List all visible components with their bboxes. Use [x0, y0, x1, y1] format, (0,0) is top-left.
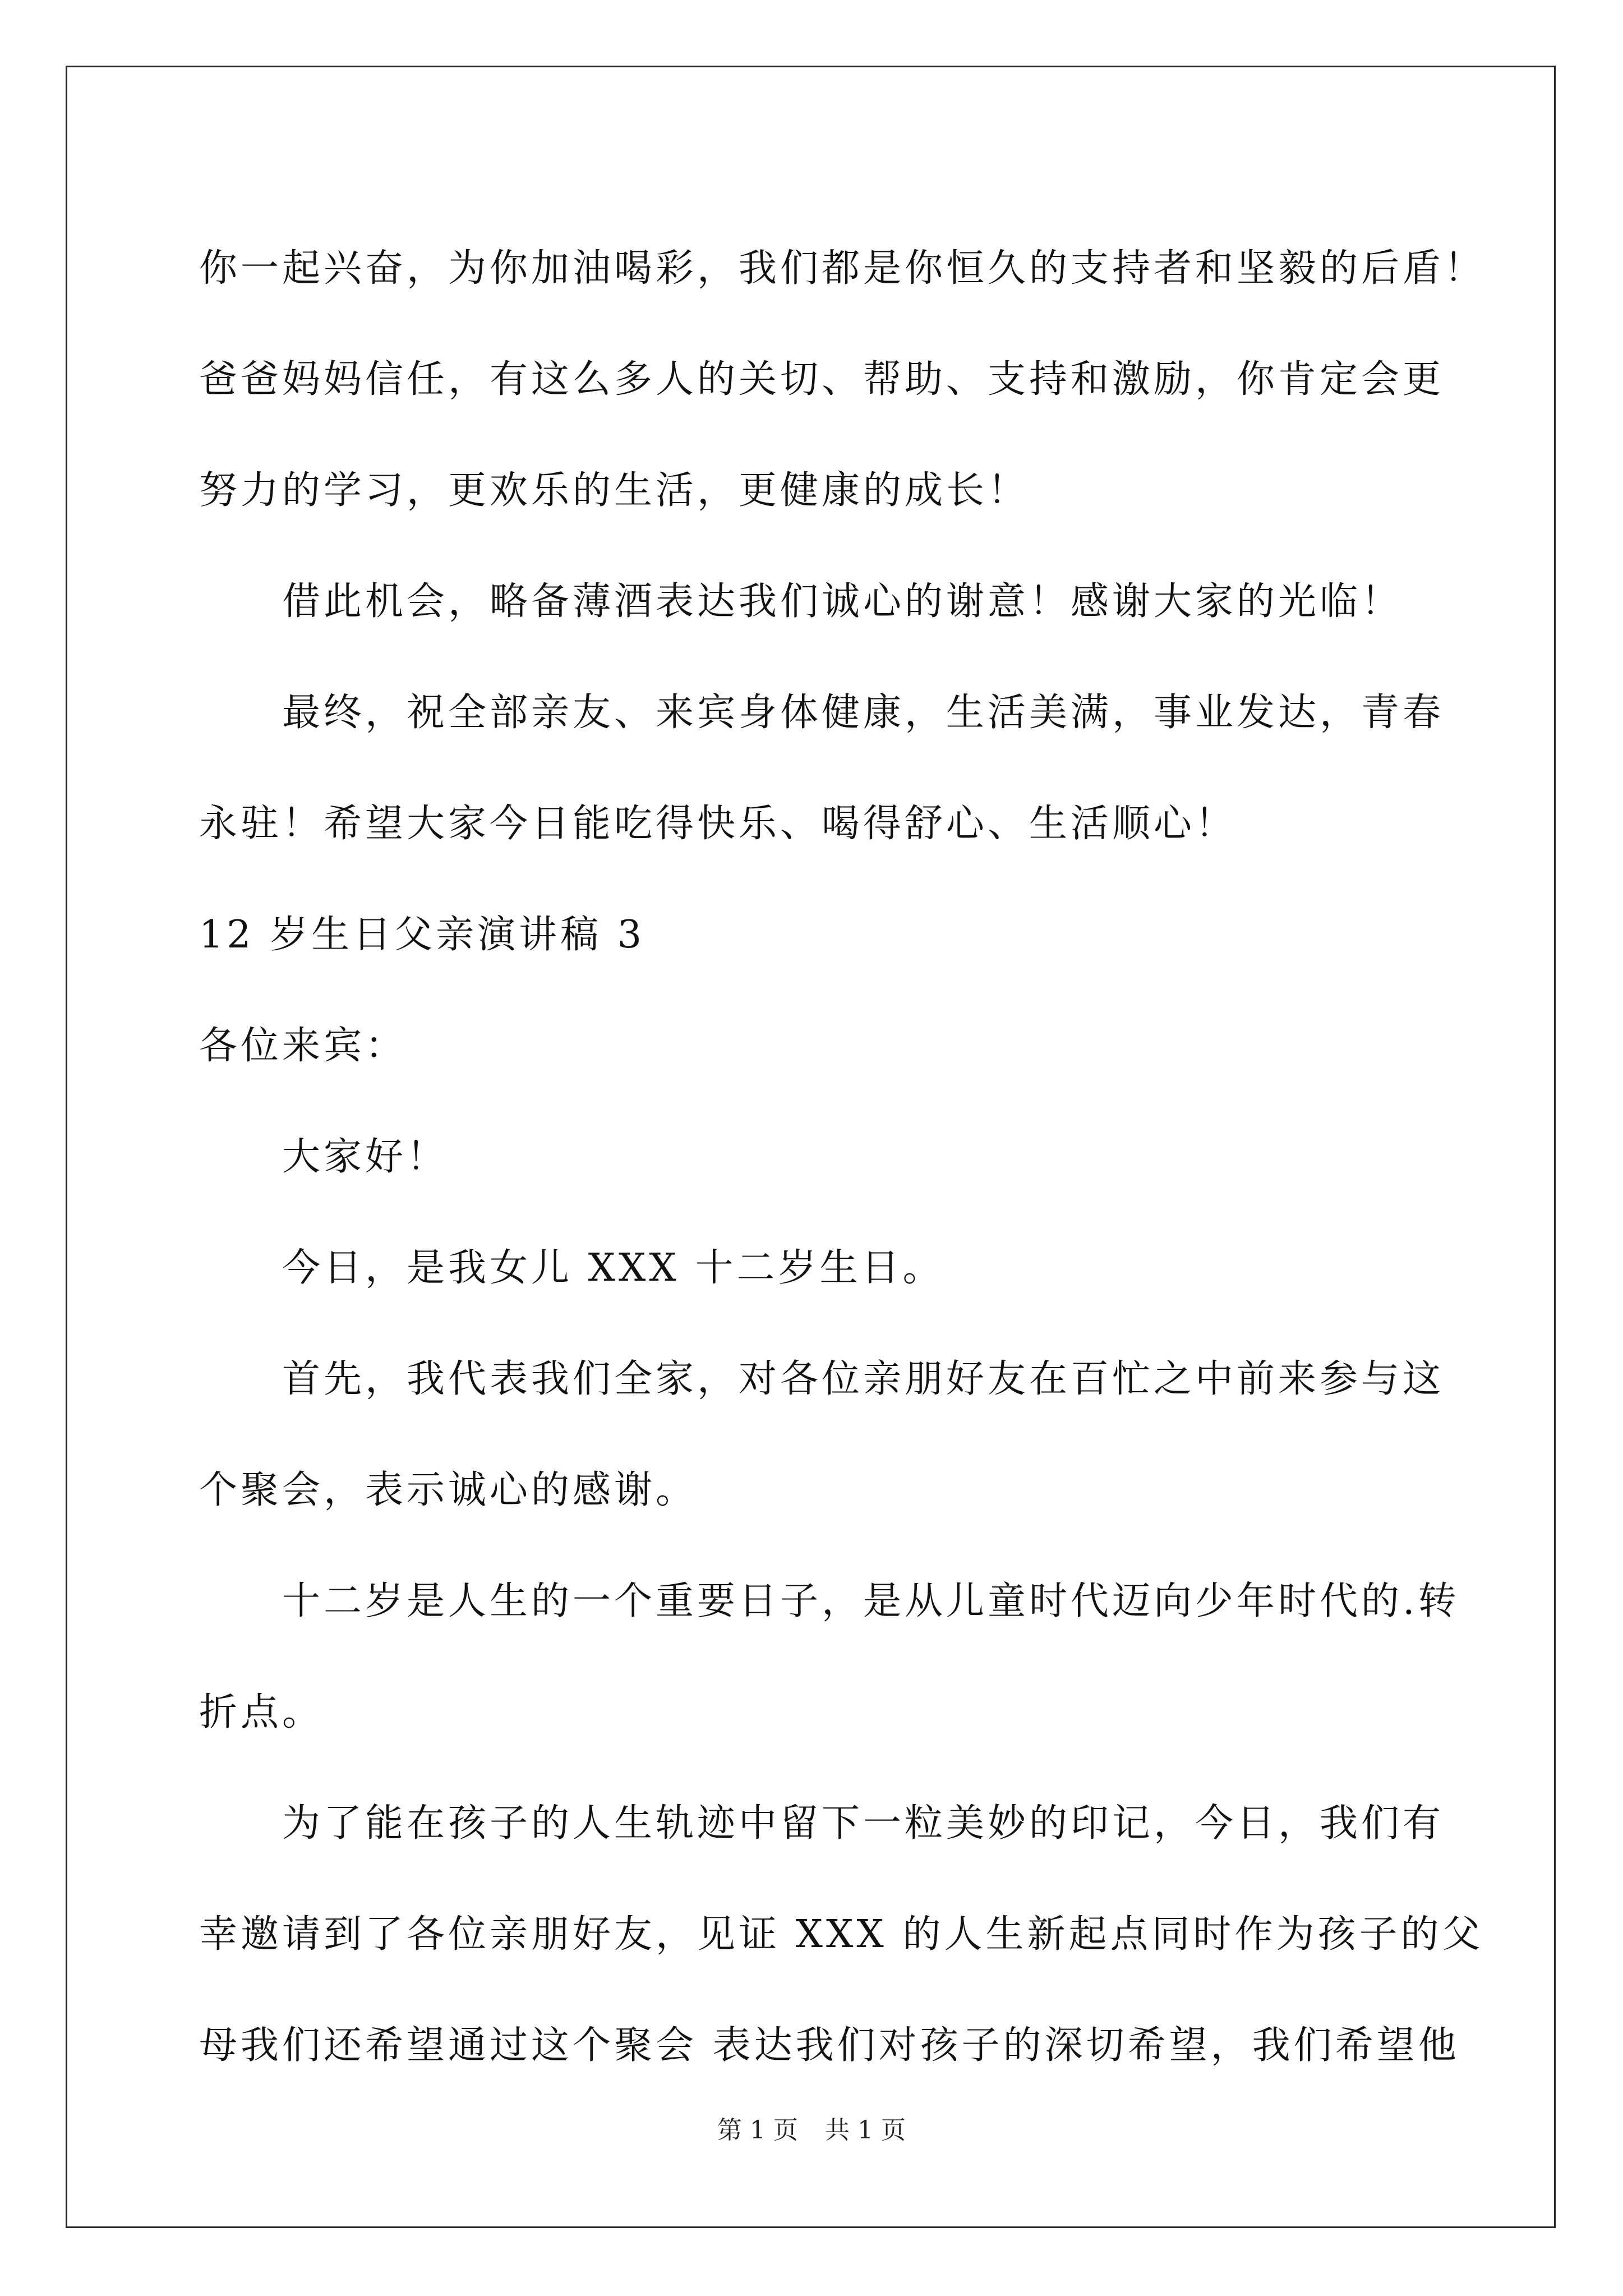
text-line: 永驻！希望大家今日能吃得快乐、喝得舒心、生活顺心！: [199, 802, 1237, 846]
text-line: 首先，我代表我们全家，对各位亲朋好友在百忙之中前来参与这: [282, 1357, 1445, 1401]
text-line: 借此机会，略备薄酒表达我们诚心的谢意！感谢大家的光临！: [282, 579, 1403, 624]
greeting: 大家好！: [282, 1135, 449, 1179]
text-line: 母我们还希望通过这个聚会 表达我们对孩子的深切希望，我们希望他: [199, 2023, 1460, 2068]
page-footer: [0, 2114, 1623, 2147]
salutation: 各位来宾：: [199, 1024, 407, 1068]
text-line: 十二岁是人生的一个重要日子，是从儿童时代迈向少年时代的.转: [282, 1579, 1460, 1623]
text-line: 最终，祝全部亲友、来宾身体健康，生活美满，事业发达，青春: [282, 691, 1445, 735]
page-total: 共 1 页: [825, 2116, 906, 2145]
text-line: 爸爸妈妈信任，有这么多人的关切、帮助、支持和激励，你肯定会更: [199, 357, 1445, 402]
text-line: 折点。: [199, 1690, 324, 1734]
text-line: 幸邀请到了各位亲朋好友，见证 XXX 的人生新起点同时作为孩子的父: [199, 1912, 1484, 1957]
text-line: 为了能在孩子的人生轨迹中留下一粒美妙的印记，今日，我们有: [282, 1801, 1445, 1846]
text-line: 努力的学习，更欢乐的生活，更健康的成长！: [199, 468, 1030, 513]
page-number: 第 1 页: [717, 2116, 798, 2145]
text-line: 个聚会，表示诚心的感谢。: [199, 1468, 698, 1512]
text-line: 今日，是我女儿 XXX 十二岁生日。: [282, 1246, 944, 1290]
document-body: [199, 213, 1486, 2101]
text-line: 你一起兴奋，为你加油喝彩，我们都是你恒久的支持者和坚毅的后盾！: [199, 246, 1486, 291]
section-heading: 12 岁生日父亲演讲稿 3: [199, 913, 645, 957]
